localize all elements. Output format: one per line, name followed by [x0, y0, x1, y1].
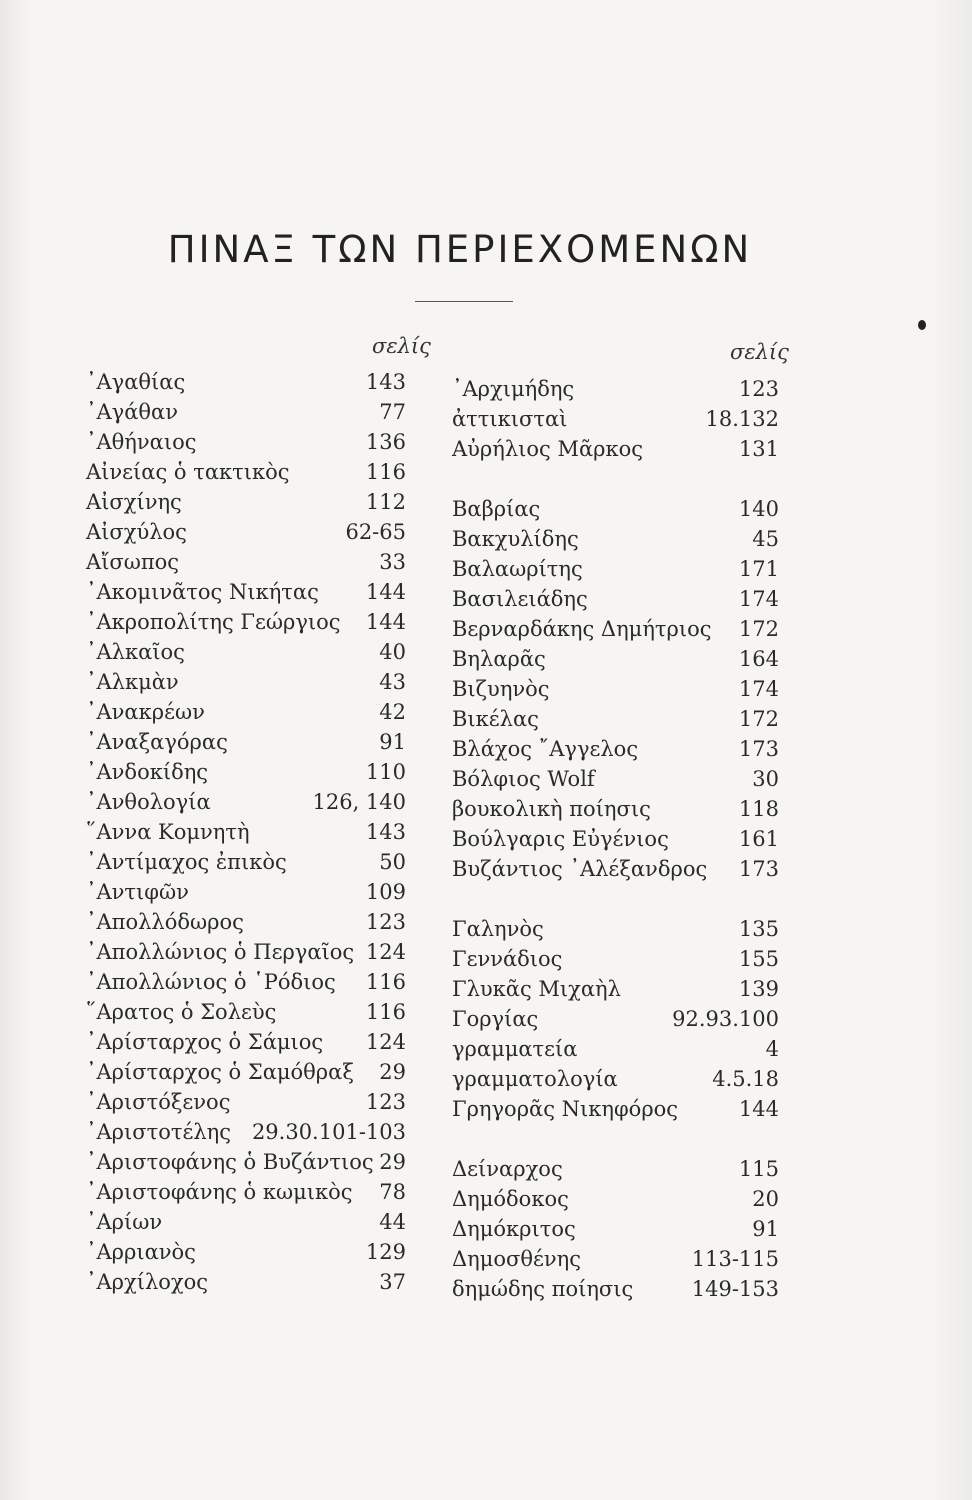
entry-page: 164 [738, 647, 779, 671]
entry-page: 92.93.100 [672, 1007, 779, 1031]
index-entry [452, 494, 779, 524]
entry-page: 172 [738, 617, 779, 641]
index-entry [452, 764, 779, 794]
page-label-left: σελίς [372, 334, 431, 358]
entry-page: 144 [738, 1097, 779, 1121]
index-entry [452, 464, 779, 494]
entry-page: 155 [738, 947, 779, 971]
index-entry [452, 374, 779, 404]
index-entry [452, 854, 779, 884]
entry-page: 123 [365, 910, 406, 934]
index-entry [452, 1214, 779, 1244]
entry-page: 149-153 [691, 1277, 779, 1301]
entry-name: γραμματολογία [452, 1067, 618, 1091]
entry-page: 91 [752, 1217, 779, 1241]
entry-page: 116 [365, 970, 406, 994]
entry-page: 131 [738, 437, 779, 461]
entry-name: ἀττικισταὶ [452, 407, 568, 431]
entry-name: Γεννάδιος [452, 947, 563, 971]
entry-name: Δημόκριτος [452, 1217, 576, 1241]
entry-name: Γρηγορᾶς Νικηφόρος [452, 1097, 679, 1121]
entry-name: ᾿Αριστοφάνης ὁ κωμικὸς [86, 1180, 353, 1204]
index-entry [86, 697, 406, 727]
entry-page: 173 [738, 737, 779, 761]
entry-name: ῞Αρατος ὁ Σολεὺς [86, 1000, 277, 1024]
entry-name: ῞Αννα Κομνητὴ [86, 820, 250, 844]
index-entry [86, 367, 406, 397]
index-entry [452, 704, 779, 734]
entry-page: 116 [365, 460, 406, 484]
entry-name: ᾿Αγάθαν [86, 400, 178, 424]
index-entry [452, 794, 779, 824]
entry-name: Γοργίας [452, 1007, 539, 1031]
entry-page: 124 [365, 1030, 406, 1054]
index-entry [452, 404, 779, 434]
entry-name: Δημοσθένης [452, 1247, 582, 1271]
index-entry [86, 547, 406, 577]
entry-page: 124 [365, 940, 406, 964]
entry-page: 140 [738, 497, 779, 521]
entry-name: Δημόδοκος [452, 1187, 569, 1211]
entry-name: γραμματεία [452, 1037, 578, 1061]
entry-name: ᾿Αλκμὰν [86, 670, 179, 694]
entry-name: ᾿Αριστοτέλης [86, 1120, 231, 1144]
entry-name: ᾿Ανακρέων [86, 700, 205, 724]
entry-page: 172 [738, 707, 779, 731]
entry-page: 77 [379, 400, 406, 424]
entry-page: 135 [738, 917, 779, 941]
index-entry [86, 637, 406, 667]
index-entry [86, 1267, 406, 1297]
index-entry [86, 517, 406, 547]
entry-name: Βούλγαρις Εὐγένιος [452, 827, 669, 851]
entry-name: ᾿Αρίων [86, 1210, 163, 1234]
entry-page: 123 [365, 1090, 406, 1114]
index-entry [86, 817, 406, 847]
index-entry [86, 877, 406, 907]
entry-name: ᾿Αρχιμήδης [452, 377, 575, 401]
entry-name: ᾿Απολλώνιος ὁ Περγαῖος [86, 940, 355, 964]
index-entry [452, 884, 779, 914]
entry-name: ᾿Απολλόδωρος [86, 910, 244, 934]
title-rule [415, 301, 513, 302]
entry-name: ᾿Αντιφῶν [86, 880, 189, 904]
entry-name: Δείναρχος [452, 1157, 563, 1181]
entry-page: 173 [738, 857, 779, 881]
entry-page: 143 [365, 370, 406, 394]
entry-name: Βηλαρᾶς [452, 647, 546, 671]
entry-page: 20 [752, 1187, 779, 1211]
index-entry [86, 397, 406, 427]
entry-page: 44 [379, 1210, 406, 1234]
entry-name: δημώδης ποίησις [452, 1277, 634, 1301]
index-entry [452, 914, 779, 944]
index-entry [452, 1004, 779, 1034]
index-entry [86, 1027, 406, 1057]
entry-name: ᾿Αρίσταρχος ὁ Σαμόθραξ [86, 1060, 354, 1084]
index-entry [86, 727, 406, 757]
index-entry [86, 457, 406, 487]
index-entry [86, 487, 406, 517]
entry-name: ᾿Αρχίλοχος [86, 1270, 209, 1294]
index-entry [452, 974, 779, 1004]
index-entry [452, 1124, 779, 1154]
index-entry [86, 1177, 406, 1207]
index-entry [452, 824, 779, 854]
index-entry [452, 614, 779, 644]
entry-page: 144 [365, 610, 406, 634]
page-label-right: σελίς [730, 340, 789, 364]
index-entry [86, 1237, 406, 1267]
index-entry [452, 674, 779, 704]
entry-page: 37 [379, 1270, 406, 1294]
entry-name: Βασιλειάδης [452, 587, 588, 611]
entry-name: ᾿Αθήναιος [86, 430, 197, 454]
entry-page: 112 [365, 490, 406, 514]
entry-page: 45 [752, 527, 779, 551]
entry-page: 115 [738, 1157, 779, 1181]
index-entry [452, 1034, 779, 1064]
index-entry [452, 1184, 779, 1214]
index-entry [86, 577, 406, 607]
page-title: ΠΙΝΑΞ ΤΩΝ ΠΕΡΙΕΧΟΜΕΝΩΝ [167, 228, 753, 271]
entry-page: 91 [379, 730, 406, 754]
entry-name: ᾿Απολλώνιος ὁ ῾Ρόδιος [86, 970, 336, 994]
entry-page: 136 [365, 430, 406, 454]
entry-page: 129 [365, 1240, 406, 1264]
entry-name: Αὐρήλιος Μᾶρκος [452, 437, 644, 461]
entry-name: βουκολικὴ ποίησις [452, 797, 651, 821]
entry-page: 33 [379, 550, 406, 574]
entry-page: 171 [738, 557, 779, 581]
entry-name: Βικέλας [452, 707, 539, 731]
entry-name: Βαλαωρίτης [452, 557, 583, 581]
entry-page: 174 [738, 677, 779, 701]
entry-name: ᾿Αντίμαχος ἐπικὸς [86, 850, 287, 874]
entry-name: Αἰνείας ὁ τακτικὸς [86, 460, 290, 484]
entry-name: ᾿Αγαθίας [86, 370, 186, 394]
ink-spot [918, 320, 926, 330]
index-entry [452, 1154, 779, 1184]
entry-name: Βλάχος ῎Αγγελος [452, 737, 639, 761]
index-entry [86, 607, 406, 637]
entry-page: 139 [738, 977, 779, 1001]
entry-page: 18.132 [705, 407, 779, 431]
index-entry [86, 757, 406, 787]
entry-page: 116 [365, 1000, 406, 1024]
entry-page: 29 [379, 1060, 406, 1084]
index-entry [86, 937, 406, 967]
entry-name: Γαληνὸς [452, 917, 544, 941]
entry-page: 29.30.101-103 [251, 1120, 406, 1144]
entry-name: ᾿Αρίσταρχος ὁ Σάμιος [86, 1030, 324, 1054]
entry-page: 78 [379, 1180, 406, 1204]
entry-name: ᾿Ανδοκίδης [86, 760, 209, 784]
entry-page: 143 [365, 820, 406, 844]
entry-name: ᾿Αλκαῖος [86, 640, 185, 664]
entry-name: Γλυκᾶς Μιχαὴλ [452, 977, 621, 1001]
index-entry [86, 787, 406, 817]
entry-name: ᾿Αριστοφάνης ὁ Βυζάντιος [86, 1150, 374, 1174]
entry-page: 4 [765, 1037, 779, 1061]
entry-name: ᾿Αρριανὸς [86, 1240, 196, 1264]
index-column-right [452, 374, 779, 1304]
index-entry [452, 554, 779, 584]
entry-name: Βυζάντιος ᾿Αλέξανδρος [452, 857, 708, 881]
entry-page: 40 [379, 640, 406, 664]
entry-page: 42 [379, 700, 406, 724]
entry-name: Βαβρίας [452, 497, 541, 521]
index-entry [86, 1057, 406, 1087]
index-entry [452, 434, 779, 464]
index-entry [86, 1147, 406, 1177]
entry-name: Βιζυηνὸς [452, 677, 550, 701]
index-entry [86, 967, 406, 997]
entry-name: Βακχυλίδης [452, 527, 579, 551]
entry-page: 29 [379, 1150, 406, 1174]
entry-page: 113-115 [691, 1247, 779, 1271]
entry-page: 109 [365, 880, 406, 904]
index-entry [86, 427, 406, 457]
entry-page: 43 [379, 670, 406, 694]
index-entry [86, 907, 406, 937]
entry-page: 174 [738, 587, 779, 611]
index-entry [86, 997, 406, 1027]
entry-page: 30 [752, 767, 779, 791]
entry-page: 118 [738, 797, 779, 821]
index-entry [452, 1094, 779, 1124]
entry-name: Βόλφιος Wolf [452, 767, 595, 791]
index-entry [452, 944, 779, 974]
entry-name: ᾿Ανθολογία [86, 790, 211, 814]
entry-page: 4.5.18 [712, 1067, 779, 1091]
entry-name: ᾿Ακομινᾶτος Νικήτας [86, 580, 319, 604]
entry-name: Βερναρδάκης Δημήτριος [452, 617, 712, 641]
entry-page: 62-65 [345, 520, 406, 544]
index-entry [86, 667, 406, 697]
entry-name: Αἰσχίνης [86, 490, 182, 514]
index-entry [452, 1274, 779, 1304]
entry-page: 126, 140 [312, 790, 406, 814]
entry-page: 144 [365, 580, 406, 604]
entry-page: 123 [738, 377, 779, 401]
index-column-left [86, 367, 406, 1297]
entry-name: ᾿Αναξαγόρας [86, 730, 228, 754]
entry-page: 110 [365, 760, 406, 784]
index-entry [452, 644, 779, 674]
entry-name: ᾿Ακροπολίτης Γεώργιος [86, 610, 341, 634]
index-entry [86, 1117, 406, 1147]
entry-page: 50 [379, 850, 406, 874]
index-entry [86, 1087, 406, 1117]
index-entry [452, 584, 779, 614]
index-entry [86, 1207, 406, 1237]
entry-name: Αἰσχύλος [86, 520, 187, 544]
entry-page: 161 [738, 827, 779, 851]
index-entry [452, 524, 779, 554]
index-entry [452, 1244, 779, 1274]
index-entry [452, 734, 779, 764]
index-entry [452, 1064, 779, 1094]
entry-name: Αἴσωπος [86, 550, 180, 574]
index-entry [86, 847, 406, 877]
entry-name: ᾿Αριστόξενος [86, 1090, 231, 1114]
